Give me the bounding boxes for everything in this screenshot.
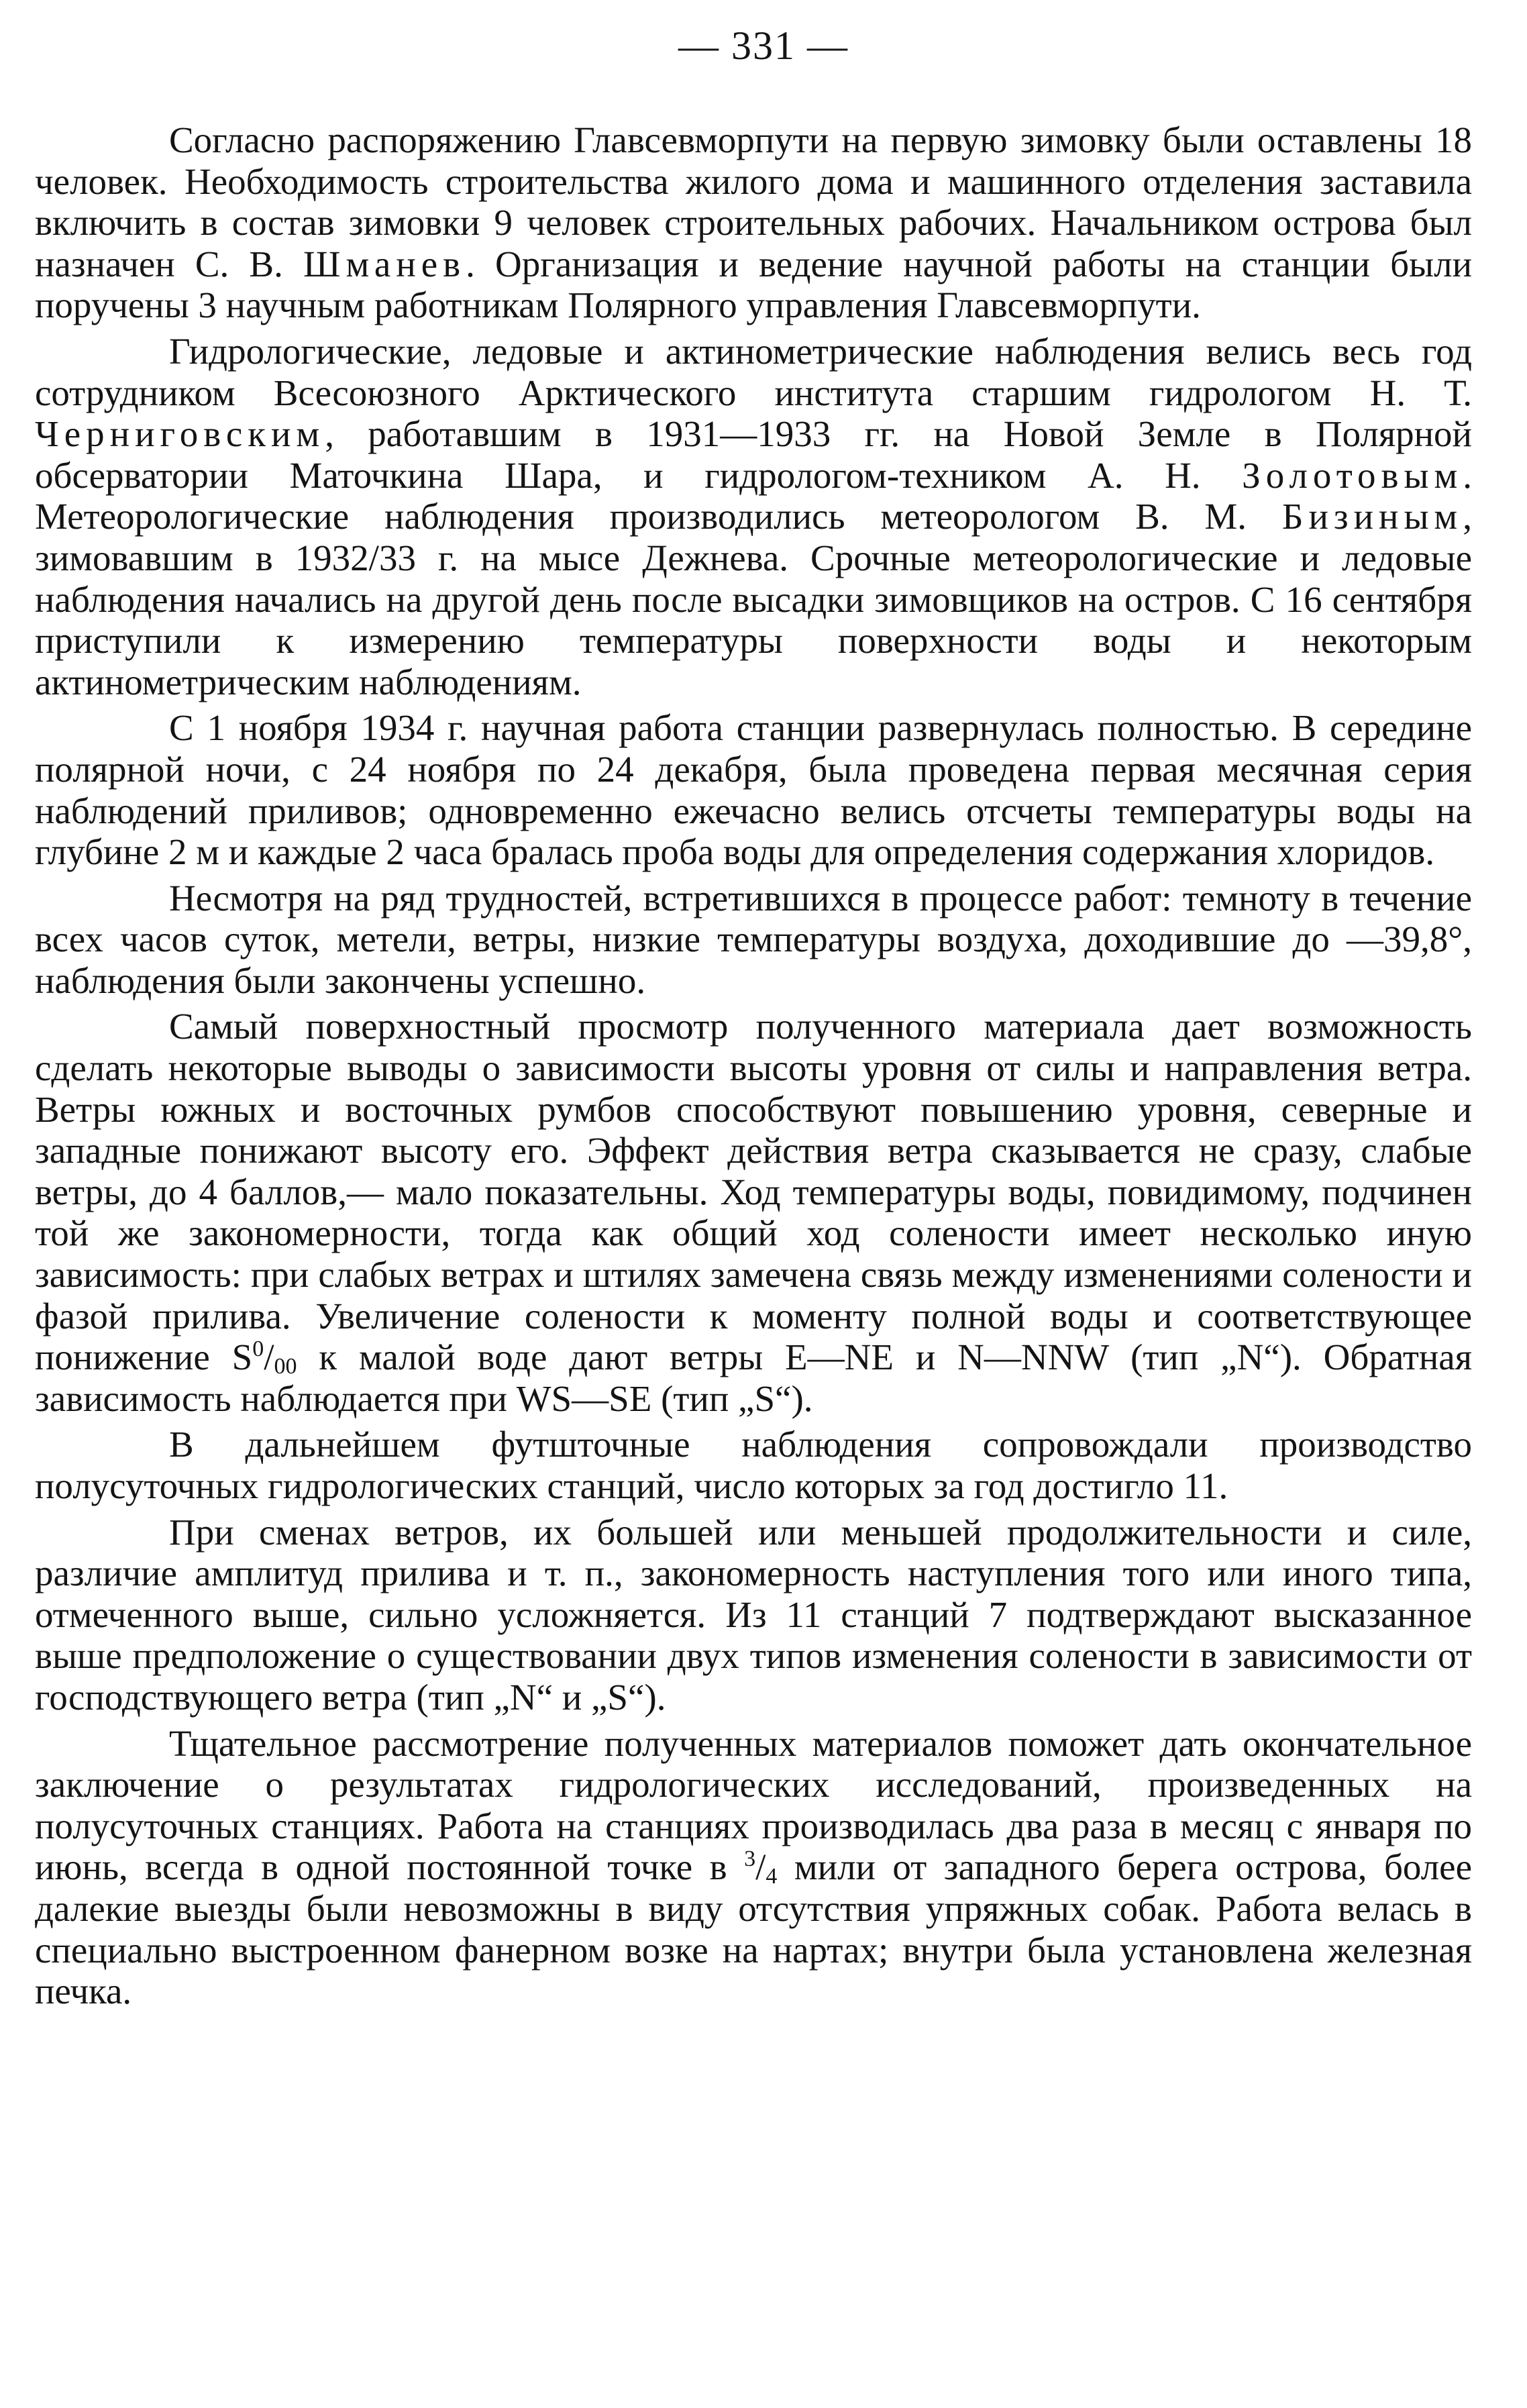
fraction-slash: / — [755, 1846, 766, 1888]
paragraph-2-text-a: Гидрологические, ледовые и актинометрические наблюдения велись весь год сотрудником Всесоюзного Арктического института старшим гидрологом Н. Т. — [35, 330, 1472, 413]
salinity-subscript: 00 — [274, 1354, 297, 1379]
paragraph-8 — [35, 1723, 1472, 2012]
paragraph-2-text-d: , зимовавшим в 1932/33 г. на мысе Дежнева. Срочные метеорологические и ледовые наблюдения начались на другой день после высадки зимовщиков на остров. С 16 сентября приступили к измерению температуры поверхности воды и некоторым актинометрическим наблюдениям. — [35, 496, 1472, 702]
page-number: — 331 — — [678, 23, 849, 68]
person-name-zolotov: Золотовым — [1242, 454, 1463, 496]
person-name-shmanev: Шманев — [303, 243, 466, 284]
person-name-bizin: Бизиным — [1281, 496, 1463, 537]
paragraph-4: Несмотря на ряд трудностей, встретившихся в процессе работ: темноту в течение всех часов суток, метели, ветры, низкие температуры воздуха, доходившие до —39,8°, наблюдения были закончены успешно. — [35, 877, 1472, 1001]
person-name-chernigovsky: Черниговским — [35, 413, 325, 455]
paragraph-2-text-b: , работавшим в 1931—1933 гг. на Новой Земле в Полярной обсерватории Маточкина Шара, и гидрологом-техником А. Н. — [35, 413, 1472, 496]
paragraph-1-text-b: . Организация и ведение научной работы на станции были поручены 3 научным работникам Полярного управления Главсевморпути. — [35, 243, 1472, 326]
paragraph-1 — [35, 119, 1472, 326]
paragraph-1-text-a: Согласно распоряжению Главсевморпути на первую зимовку были оставлены 18 человек. Необходимость строительства жилого дома и машинного отделения заставила включить в состав зимовки 9 человек строительных рабочих. Начальником острова был назначен С. В. — [35, 119, 1472, 284]
paragraph-8-text-b: мили от западного берега острова, более далекие выезды были невозможны в виду отсутствия упряжных собак. Работа велась в специально выстроенном фанерном возке на нартах; внутри была установлена железная печка. — [35, 1846, 1472, 2012]
paragraph-7: При сменах ветров, их большей или меньшей продолжительности и силе, различие амплитуд прилива и т. п., закономерность наступления того или иного типа, отмеченного выше, сильно усложняется. Из 11 станций 7 подтверждают высказанное выше предположение о существовании двух типов изменения солености в зависимости от господствующего ветра (тип „N“ и „S“). — [35, 1511, 1472, 1718]
body-text — [35, 119, 1472, 2017]
fraction-denominator: 4 — [766, 1864, 778, 1889]
paragraph-5-text-a: Самый поверхностный просмотр полученного материала дает возможность сделать некоторые выводы о зависимости высоты уровня от силы и направления ветра. Ветры южных и восточных румбов способствуют повышению уровня, северные и западные понижают высоту его. Эффект действия ветра сказывается не сразу, слабые ветры, до 4 баллов,— мало показательны. Ход температуры воды, повидимому, подчинен той же закономерности, тогда как общий ход солености имеет несколько иную зависимость: при слабых ветрах и штилях замечена связь между изменениями солености и фазой прилива. Увеличение солености к моменту полной воды и соответствующее понижение S — [35, 1006, 1472, 1378]
paragraph-6: В дальнейшем футшточные наблюдения сопровождали производство полусуточных гидрологических станций, число которых за год достигло 11. — [35, 1424, 1472, 1506]
paragraph-3: С 1 ноября 1934 г. научная работа станции развернулась полностью. В середине полярной ночи, с 24 ноября по 24 декабря, была проведена первая месячная серия наблюдений приливов; одновременно ежечасно велись отсчеты температуры воды на глубине 2 м и каждые 2 часа бралась проба воды для определения содержания хлоридов. — [35, 707, 1472, 873]
paragraph-5 — [35, 1006, 1472, 1419]
paragraph-8-text-a: Тщательное рассмотрение полученных материалов поможет дать окончательное заключение о результатах гидрологических исследований, произведенных на полусуточных станциях. Работа на станциях производилась два раза в месяц с января по июнь, всегда в одной постоянной точке в — [35, 1722, 1472, 1888]
paragraph-2-text-c: . Метеорологические наблюдения производились метеорологом В. М. — [35, 454, 1472, 537]
paragraph-5-text-b: к малой воде дают ветры E—NE и N—NNW (тип „N“). Обратная зависимость наблюдается при WS—SE (тип „S“). — [35, 1337, 1472, 1419]
paragraph-2 — [35, 331, 1472, 702]
salinity-superscript: 0 — [252, 1337, 264, 1362]
salinity-slash: / — [264, 1337, 274, 1378]
fraction-numerator: 3 — [744, 1846, 756, 1872]
